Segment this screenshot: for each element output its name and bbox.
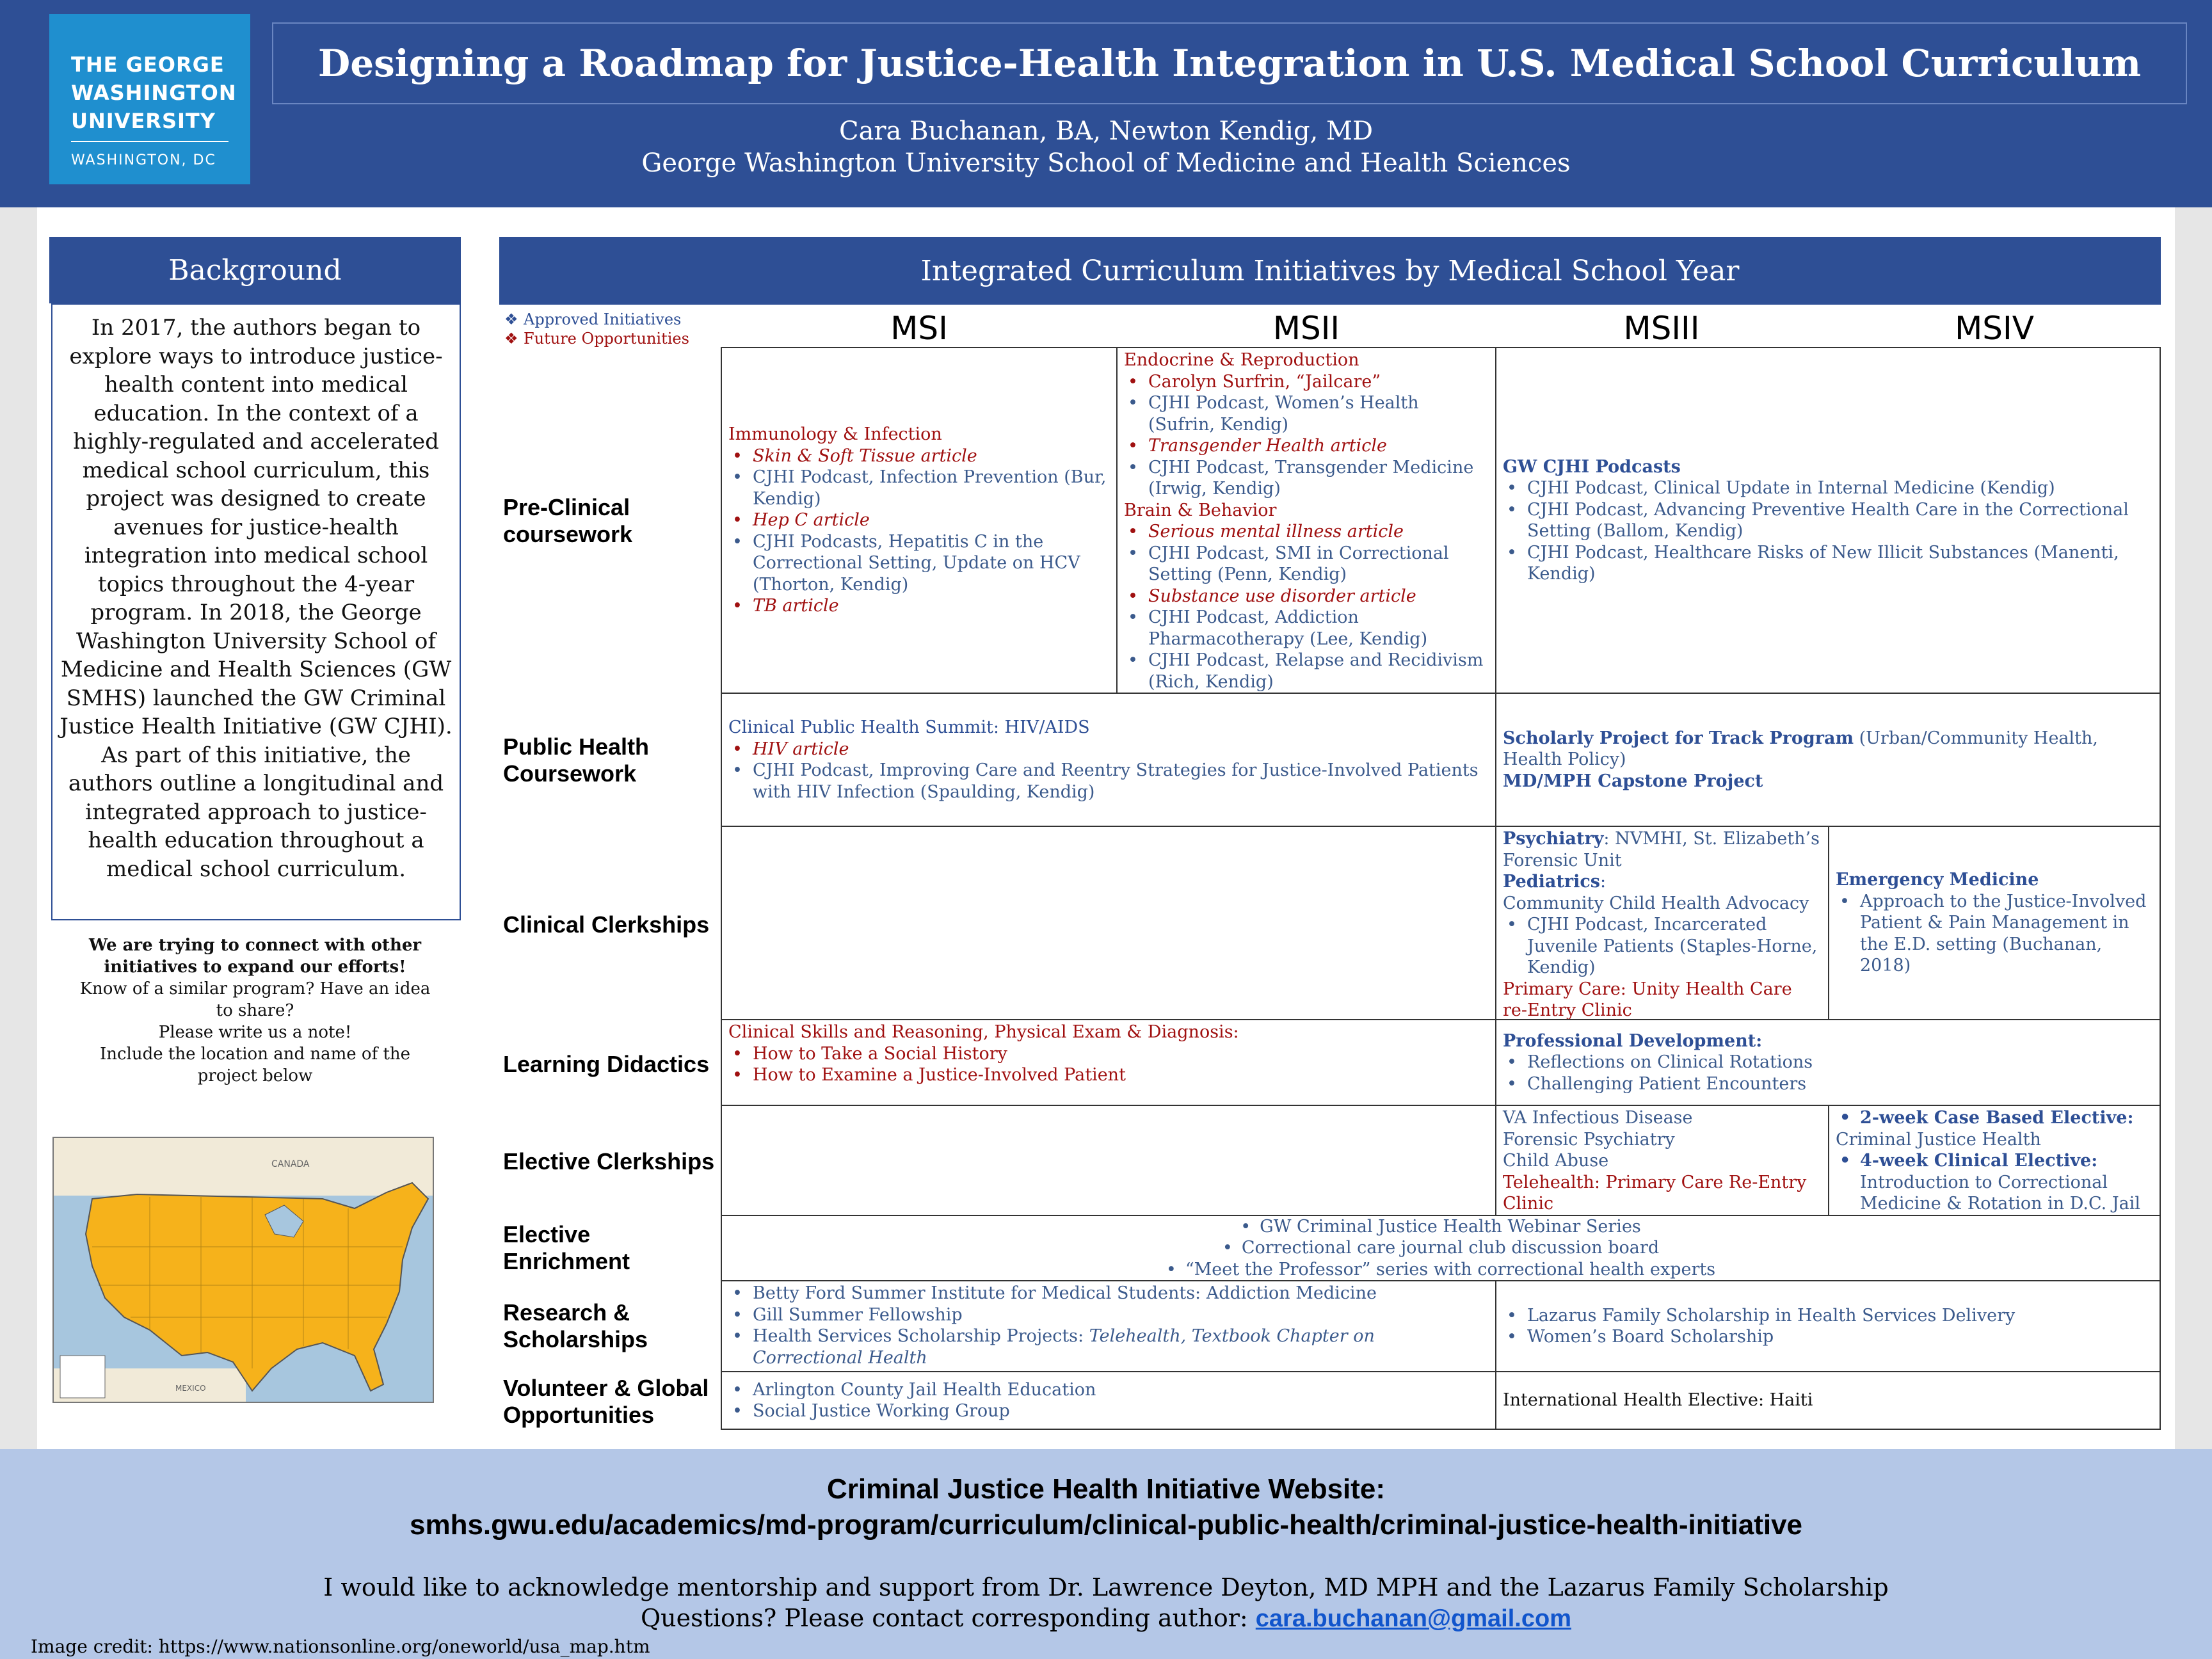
cell-text: (Urban/Community Health, Health Policy) [1503, 728, 2098, 770]
list-item: • CJHI Podcast, Infection Prevention (Bur, Kendig) [728, 467, 1110, 509]
list-item: • GW Criminal Justice Health Webinar Series [1166, 1216, 1715, 1238]
cell-heading: Endocrine & Reproduction [1124, 350, 1359, 370]
list-item: • Approach to the Justice-Involved Patient & Pain Management in the E.D. setting (Buchanan, 2018) [1836, 891, 2153, 977]
row-label-volunteer: Volunteer & Global Opportunities [503, 1375, 709, 1428]
row-label-publichealth: Public Health Coursework [503, 733, 650, 787]
cell-text: : NVMHI, St. Elizabeth’s Forensic Unit [1503, 829, 1820, 870]
list-item-italic: Telehealth, Textbook Chapter on Correctional Health [753, 1326, 1375, 1368]
cell-text: International Health Elective: Haiti [1503, 1390, 1813, 1411]
cell-preclinical-msiii-msiv [1495, 347, 2161, 694]
list-item: • CJHI Podcast, Women’s Health (Sufrin, Kendig) [1124, 392, 1489, 435]
cell-clerkships-msiii [1495, 826, 1829, 1020]
cell-research-msiii-msiv [1495, 1280, 2161, 1372]
list-item: • HIV article [728, 739, 1489, 760]
usa-map-graphic [54, 1138, 434, 1403]
authors: Cara Buchanan, BA, Newton Kendig, MD [838, 116, 1374, 146]
year-msiv: MSIV [1955, 310, 2034, 347]
cell-text: Community Child Health Advocacy [1503, 893, 1809, 913]
list-item: • CJHI Podcast, Improving Care and Reentry Strategies for Justice-Involved Patients with HIV Infection (Spaulding, Kendig) [728, 760, 1489, 803]
row-label-elective-clerkships: Elective Clerkships [503, 1148, 715, 1174]
year-msi: MSI [890, 310, 948, 347]
list-item: • CJHI Podcasts, Hepatitis C in the Correctional Setting, Update on HCV (Thorton, Kendig) [728, 531, 1110, 596]
list-item: • Betty Ford Summer Institute for Medical Students: Addiction Medicine [728, 1283, 1489, 1304]
list-item: • CJHI Podcast, Addiction Pharmacotherapy (Lee, Kendig) [1124, 607, 1489, 650]
list-item: • How to Take a Social History [728, 1043, 1489, 1065]
list-item: • TB article [728, 595, 1110, 617]
cell-clerkships-msiv [1828, 826, 2161, 1020]
logo-line-2: WASHINGTON [71, 81, 237, 105]
author-email-link[interactable]: cara.buchanan@gmail.com [1255, 1605, 1571, 1632]
cell-heading: Psychiatry [1503, 829, 1604, 849]
cell-text: VA Infectious Disease [1503, 1108, 1693, 1128]
logo-line-4: WASHINGTON, DC [71, 152, 216, 168]
cell-volunteer-msi-msii [721, 1371, 1496, 1430]
logo-line-1: THE GEORGE [71, 52, 225, 77]
legend-approved-label: Approved Initiatives [524, 310, 682, 328]
list-item: • Skin & Soft Tissue article [728, 445, 1110, 467]
list-item: • CJHI Podcast, Advancing Preventive Health Care in the Correctional Setting (Ballom, Kendig) [1503, 499, 2153, 542]
acknowledgement: I would like to acknowledge mentorship and support from Dr. Lawrence Deyton, MD MPH and the Lazarus Family Scholarship [323, 1573, 1889, 1601]
legend-marker-icon: ❖ [504, 310, 518, 328]
note-line-2: to share? [216, 1001, 294, 1020]
curriculum-heading: Integrated Curriculum Initiatives by Medical School Year [499, 237, 2161, 305]
list-item: • CJHI Podcast, Incarcerated Juvenile Patients (Staples-Horne, Kendig) [1503, 914, 1822, 979]
cell-heading: Emergency Medicine [1836, 870, 2039, 890]
cell-enrichment [721, 1215, 2161, 1281]
list-item: • Transgender Health article [1124, 435, 1489, 457]
background-text: In 2017, the authors began to explore ways to introduce justice-health content into medical education. In the context of a highly-regulated and accelerated medical school curriculum, this project was designed to create avenues for justice-health integration into medical school topics throughout the 4-year program. In 2018, the George Washington University School of Medicine and Health Sciences (GW SMHS) launched the GW Criminal Justice Health Initiative (GW CJHI). As part of this initiative, the authors outline a longitudinal and integrated approach to justice-health education throughout a medical school curriculum. [51, 303, 461, 920]
cell-didactics-msiii-msiv [1495, 1019, 2161, 1106]
list-item: • Lazarus Family Scholarship in Health Services Delivery [1503, 1305, 2153, 1327]
legend-future [504, 329, 689, 348]
contact-note [49, 934, 461, 1087]
affiliation: George Washington University School of Medicine and Health Sciences [641, 148, 1571, 178]
logo-line-3: UNIVERSITY [71, 109, 216, 133]
row-label-research: Research & Scholarships [503, 1299, 648, 1352]
image-credit: Image credit: https://www.nationsonline.org/oneworld/usa_map.htm [31, 1636, 650, 1657]
list-item: • Serious mental illness article [1124, 521, 1489, 543]
list-item: • CJHI Podcast, Transgender Medicine (Irwig, Kendig) [1124, 457, 1489, 500]
cell-elective-msi-msii [721, 1105, 1496, 1216]
list-item: • Carolyn Surfrin, “Jailcare” [1124, 371, 1489, 393]
cell-text: Telehealth: Primary Care Re-Entry Clinic [1503, 1172, 1807, 1214]
cell-volunteer-msiii-msiv [1495, 1371, 2161, 1430]
cell-preclinical-msi [721, 347, 1118, 694]
background-heading: Background [49, 237, 461, 303]
cell-text: Forensic Psychiatry [1503, 1129, 1675, 1150]
usa-map [52, 1137, 434, 1403]
cell-heading: MD/MPH Capstone Project [1503, 771, 1763, 791]
cell-heading: Clinical Public Health Summit: HIV/AIDS [728, 717, 1090, 737]
list-item: • Correctional care journal club discussion board [1166, 1237, 1715, 1259]
note-bold-2: initiatives to expand our efforts! [104, 958, 406, 977]
year-msiii: MSIII [1623, 310, 1700, 347]
cell-heading: Pediatrics [1503, 872, 1600, 892]
questions-line [0, 1604, 2212, 1633]
cell-heading: Clinical Skills and Reasoning, Physical Exam & Diagnosis: [728, 1022, 1239, 1042]
cell-text: Introduction to Correctional Medicine & Rotation in D.C. Jail [1860, 1172, 2141, 1214]
row-label-clerkships: Clinical Clerkships [503, 911, 710, 938]
list-item [728, 1326, 1489, 1368]
website-url[interactable]: smhs.gwu.edu/academics/md-program/curriculum/clinical-public-health/criminal-justice-health-initiative [409, 1509, 1803, 1541]
cell-heading: Primary Care: [1503, 979, 1632, 999]
questions-text: Questions? Please contact corresponding author: [641, 1604, 1256, 1632]
list-item: • How to Examine a Justice-Involved Patient [728, 1064, 1489, 1086]
map-label-mexico: MEXICO [175, 1384, 206, 1393]
poster-title: Designing a Roadmap for Justice-Health Integration in U.S. Medical School Curriculum [317, 42, 2142, 85]
cell-text: : [1599, 872, 1607, 892]
list-item: • “Meet the Professor” series with correctional health experts [1166, 1259, 1715, 1281]
note-line-3: Please write us a note! [158, 1023, 352, 1042]
cell-text: Criminal Justice Health [1836, 1129, 2041, 1150]
year-msii: MSII [1272, 310, 1340, 347]
list-item: • Challenging Patient Encounters [1503, 1073, 2153, 1095]
legend [504, 310, 689, 348]
list-item: • 4-week Clinical Elective: [1836, 1150, 2153, 1172]
list-item: • 2-week Case Based Elective: [1836, 1107, 2153, 1129]
cell-text: Unity Health Care re-Entry Clinic [1503, 979, 1792, 1020]
cell-heading: Brain & Behavior [1124, 500, 1277, 520]
cell-elective-msiv [1828, 1105, 2161, 1216]
row-label-enrichment: Elective Enrichment [503, 1221, 630, 1274]
cell-heading: Professional Development: [1503, 1030, 1763, 1051]
list-item: • CJHI Podcast, SMI in Correctional Setting (Penn, Kendig) [1124, 543, 1489, 586]
note-line-4: Include the location and name of the [99, 1045, 411, 1064]
list-item: • CJHI Podcast, Clinical Update in Internal Medicine (Kendig) [1503, 477, 2153, 499]
cell-clerkships-msi-msii [721, 826, 1496, 1020]
website-title: Criminal Justice Health Initiative Website: [826, 1473, 1386, 1505]
note-bold-1: We are trying to connect with other [88, 936, 422, 955]
list-item: • Social Justice Working Group [728, 1400, 1489, 1422]
cell-publichealth-msi-msii [721, 693, 1496, 827]
cell-preclinical-msii [1116, 347, 1496, 694]
list-item: • Substance use disorder article [1124, 586, 1489, 607]
legend-future-label: Future Opportunities [524, 330, 689, 348]
cell-publichealth-msiii-msiv [1495, 693, 2161, 827]
cell-research-msi-msii [721, 1280, 1496, 1372]
cell-heading: Scholarly Project for Track Program [1503, 728, 1854, 748]
cell-heading: GW CJHI Podcasts [1503, 456, 1681, 477]
cell-heading: Immunology & Infection [728, 424, 942, 445]
list-item: • Hep C article [728, 509, 1110, 531]
row-label-preclinical: Pre-Clinical coursework [503, 494, 633, 547]
list-item: • Gill Summer Fellowship [728, 1304, 1489, 1326]
note-line-5: project below [197, 1066, 313, 1086]
title-box [272, 22, 2187, 104]
list-item: • Reflections on Clinical Rotations [1503, 1052, 2153, 1073]
cell-elective-msiii [1495, 1105, 1829, 1216]
row-label-didactics: Learning Didactics [503, 1051, 710, 1077]
cell-didactics-msi-msii [721, 1019, 1496, 1106]
list-item: • CJHI Podcast, Relapse and Recidivism (Rich, Kendig) [1124, 650, 1489, 693]
legend-marker-icon: ❖ [504, 330, 518, 348]
map-label-canada: CANADA [271, 1159, 310, 1169]
list-item: • CJHI Podcast, Healthcare Risks of New Illicit Substances (Manenti, Kendig) [1503, 542, 2153, 585]
list-item-text: Health Services Scholarship Projects: [753, 1326, 1089, 1346]
legend-approved [504, 310, 689, 329]
cell-text: Child Abuse [1503, 1151, 1609, 1171]
list-item: • Arlington County Jail Health Education [728, 1379, 1489, 1401]
list-item: • Women’s Board Scholarship [1503, 1326, 2153, 1348]
note-line-1: Know of a similar program? Have an idea [79, 979, 431, 998]
